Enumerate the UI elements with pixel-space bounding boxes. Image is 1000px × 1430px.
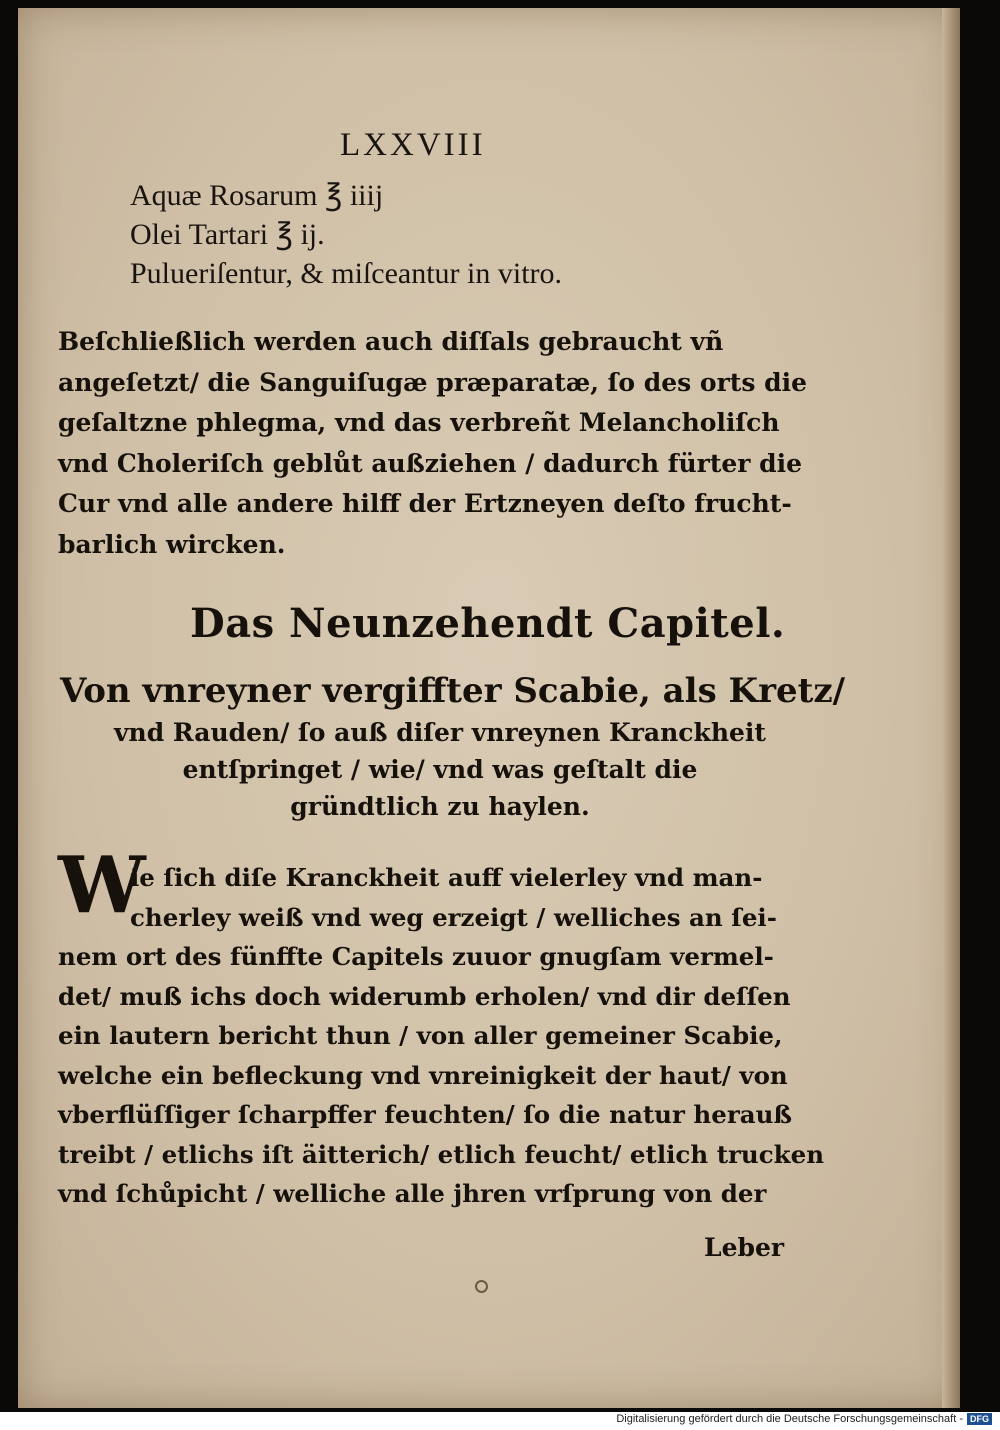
text-line: angeſetzt/ die Sanguiſugæ præparatæ, ſo des orts die (58, 367, 807, 397)
text-line: ie ſich diſe Kranckheit auff vielerley vnd man- (130, 863, 763, 892)
dfg-logo: DFG (967, 1413, 992, 1425)
catchword: Leber (704, 1233, 785, 1262)
footer-text: Digitalisierung gefördert durch die Deutsche Forschungsgemeinschaft - (616, 1413, 963, 1425)
text-line: ein lautern bericht thun / von aller gemeiner Scabie, (58, 1021, 783, 1050)
recipe-line: Aquæ Rosarum ℥ iiij (130, 179, 384, 212)
recipe-line: Pulueriſentur, & miſceantur in vitro. (130, 257, 563, 290)
subtitle-line: gründtlich zu haylen. (290, 792, 590, 821)
paragraph-1 (58, 322, 807, 565)
text-line: vnd ſchůpicht / welliche alle jhren vrſprung von der (58, 1179, 767, 1208)
subtitle-line: vnd Rauden/ ſo auß diſer vnreynen Kranckheit (114, 718, 766, 747)
text-line: treibt / etlichs iſt äitterich/ etlich feucht/ etlich trucken (58, 1139, 825, 1169)
page-ornament (475, 1280, 488, 1293)
text-line: vnd Choleriſch geblůt außziehen / dadurch fürter die (58, 448, 803, 478)
subtitle-line: entſpringet / wie/ vnd was geſtalt die (182, 755, 698, 784)
text-line: Beſchließlich werden auch diſſals gebraucht vñ (58, 327, 724, 356)
chapter-title: Das Neunzehendt Capitel. (190, 600, 786, 647)
text-line: cherley weiß vnd weg erzeigt / welliches an ſei- (130, 902, 777, 932)
folio-number: LXXVIII (340, 127, 486, 163)
text-line: geſaltzne phlegma, vnd das verbreñt Melancholiſch (58, 408, 780, 437)
digitization-footer (616, 1413, 992, 1425)
recipe-block (130, 176, 562, 293)
text-line: det/ muß ichs doch widerumb erholen/ vnd dir deſſen (58, 981, 791, 1011)
subtitle-line: Von vnreyner vergiffter Scabie, als Kretz/ (60, 671, 846, 711)
text-line: nem ort des fünffte Capitels zuuor gnugſam vermel- (58, 942, 774, 971)
chapter-subtitle (60, 668, 846, 825)
drop-capital: W (58, 840, 146, 931)
text-line: welche ein befleckung vnd vnreinigkeit der haut/ von (58, 1060, 788, 1090)
text-line: vberflüſſiger ſcharpffer feuchten/ ſo die natur herauß (58, 1100, 793, 1129)
recipe-line: Olei Tartari ℥ ij. (130, 218, 325, 251)
paragraph-2 (58, 858, 824, 1214)
text-line: Cur vnd alle andere hilff der Ertzneyen deſto frucht- (58, 489, 792, 518)
page-edge (942, 8, 960, 1408)
text-line: barlich wircken. (58, 529, 286, 559)
